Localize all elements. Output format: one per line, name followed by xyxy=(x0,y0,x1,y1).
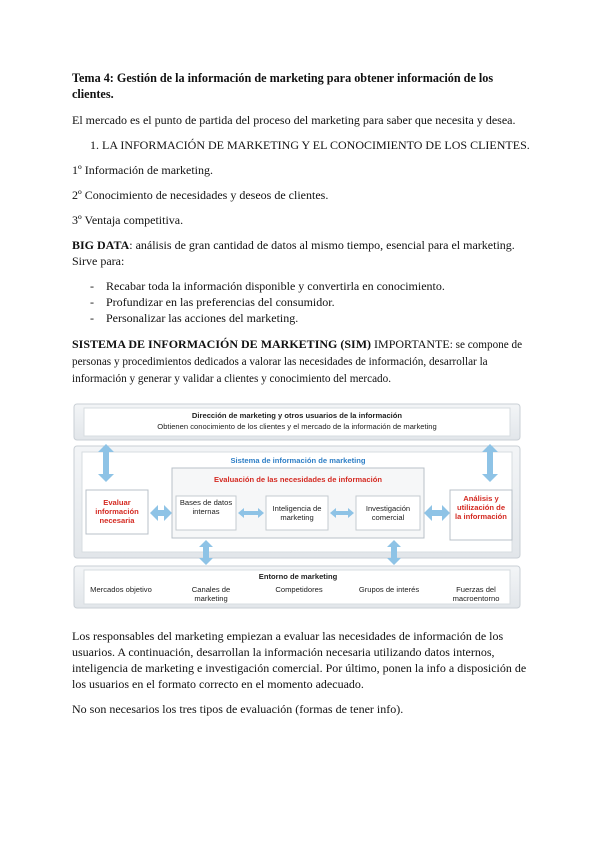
marketing-information-system-diagram xyxy=(72,402,524,610)
bullet-item: - Recabar toda la información disponible y convertirla en conocimiento. xyxy=(90,279,445,293)
diagram-internal-databases: Bases de datos internas xyxy=(179,498,233,516)
diagram-env-title: Entorno de marketing xyxy=(258,572,338,581)
diagram-right-box: Análisis y utilización de la información xyxy=(455,494,507,521)
big-data-bullets xyxy=(72,278,532,326)
big-data-definition: : análisis de gran cantidad de datos al mismo tiempo, esencial para el marketing. Sirve para: xyxy=(72,238,515,268)
env-item-target-markets: Mercados objetivo xyxy=(90,585,152,594)
document-page xyxy=(72,70,532,396)
document-continuation xyxy=(72,628,532,726)
diagram-commercial-research: Investigación comercial xyxy=(365,504,411,522)
big-data-term: BIG DATA xyxy=(72,238,130,252)
big-data-paragraph xyxy=(72,237,532,269)
numbered-heading: 1. LA INFORMACIÓN DE MARKETING Y EL CONOCIMIENTO DE LOS CLIENTES. xyxy=(90,138,530,152)
intro-paragraph: El mercado es el punto de partida del proceso del marketing para saber que necesita y desea. xyxy=(72,113,516,127)
diagram-marketing-intelligence: Inteligencia de marketing xyxy=(272,504,322,522)
env-item-interest-groups: Grupos de interés xyxy=(358,585,420,594)
sim-paragraph xyxy=(72,336,532,387)
sim-important: IMPORTANTE xyxy=(371,337,450,351)
item-2: 2º Conocimiento de necesidades y deseos de clientes. xyxy=(72,188,329,202)
diagram-top-subtitle: Obtienen conocimiento de los clientes y el mercado de la información de marketing xyxy=(157,422,437,431)
env-item-marketing-channels: Canales de marketing xyxy=(191,585,231,603)
item-3: 3º Ventaja competitiva. xyxy=(72,213,184,227)
diagram-center-title: Evaluación de las necesidades de información xyxy=(214,475,382,484)
diagram-system-title: Sistema de información de marketing xyxy=(230,456,366,465)
diagram-top-title: Dirección de marketing y otros usuarios de la información xyxy=(191,411,403,420)
item-1: 1º Información de marketing. xyxy=(72,163,214,177)
env-item-competitors: Competidores xyxy=(275,585,323,594)
bullet-item: - Profundizar en las preferencias del consumidor. xyxy=(90,295,335,309)
sim-definition: : se compone de personas y procedimientos dedicados a valorar las necesidades de información, desarrollar la información y generar y validar a clientes y conocimiento del mercado. xyxy=(72,339,523,385)
after-diagram-paragraph: Los responsables del marketing empiezan a evaluar las necesidades de información de los usuarios. A continuación, desarrollan la información necesaria utilizando datos internos, inteligencia de marketing e investigación comercial. Por último, ponen la info a disposición de los usuarios en el formato correcto en el momento adecuado. xyxy=(72,629,527,691)
env-item-macro-forces: Fuerzas del macroentorno xyxy=(452,585,500,603)
document-title: Tema 4: Gestión de la información de marketing para obtener información de los clientes. xyxy=(72,71,494,101)
numbered-heading-list xyxy=(72,137,532,153)
diagram-left-box: Evaluar información necesaria xyxy=(95,498,139,525)
sim-term: SISTEMA DE INFORMACIÓN DE MARKETING (SIM) xyxy=(72,337,372,351)
last-paragraph: No son necesarios los tres tipos de evaluación (formas de tener info). xyxy=(72,702,404,716)
bullet-item: - Personalizar las acciones del marketing. xyxy=(90,311,299,325)
